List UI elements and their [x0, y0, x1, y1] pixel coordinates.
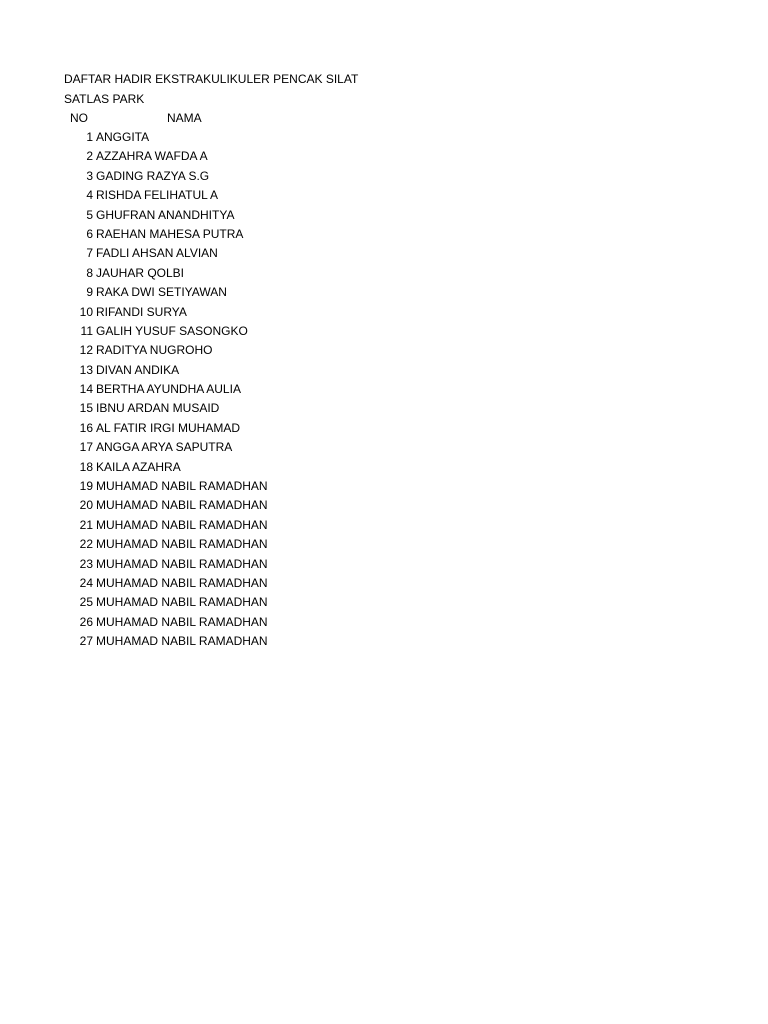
table-row: [0, 478, 400, 497]
row-number: 11: [80, 323, 93, 338]
member-name: MUHAMAD NABIL RAMADHAN: [96, 634, 268, 649]
member-name: IBNU ARDAN MUSAID: [96, 401, 220, 416]
member-name: MUHAMAD NABIL RAMADHAN: [96, 556, 268, 571]
member-name: ANGGA ARYA SAPUTRA: [96, 440, 233, 455]
row-number: 16: [79, 420, 93, 435]
row-number: 7: [86, 246, 93, 261]
table-row: [0, 594, 400, 613]
row-number: 23: [79, 556, 93, 571]
table-row: [0, 342, 400, 361]
attendance-list: [0, 129, 400, 653]
table-row: [0, 400, 400, 419]
row-number: 20: [79, 498, 93, 513]
table-row: [0, 556, 400, 575]
member-name: MUHAMAD NABIL RAMADHAN: [96, 537, 268, 552]
column-header-name: NAMA: [167, 111, 202, 125]
row-number: 6: [86, 226, 93, 241]
table-row: [0, 575, 400, 594]
table-row: [0, 129, 400, 148]
table-row: [0, 439, 400, 458]
row-number: 17: [79, 440, 93, 455]
document-subtitle: SATLAS PARK: [64, 92, 145, 106]
row-number: 1: [86, 130, 93, 144]
table-row: [0, 207, 400, 226]
member-name: RISHDA FELIHATUL A: [96, 188, 219, 203]
member-name: DIVAN ANDIKA: [96, 362, 180, 377]
column-header-no: NO: [70, 111, 88, 125]
row-number: 12: [79, 343, 93, 358]
member-name: AZZAHRA WAFDA A: [96, 149, 208, 164]
member-name: JAUHAR QOLBI: [96, 265, 185, 280]
table-row: [0, 226, 400, 245]
row-number: 4: [86, 188, 93, 203]
member-name: GHUFRAN ANANDHITYA: [96, 207, 235, 222]
table-row: [0, 187, 400, 206]
table-row: [0, 265, 400, 284]
row-number: 8: [86, 265, 93, 280]
row-number: 18: [79, 459, 93, 474]
table-row: [0, 362, 400, 381]
member-name: MUHAMAD NABIL RAMADHAN: [96, 614, 268, 629]
row-number: 10: [79, 304, 93, 319]
table-row: [0, 168, 400, 187]
member-name: GALIH YUSUF SASONGKO: [96, 323, 248, 338]
row-number: 5: [86, 207, 93, 222]
member-name: BERTHA AYUNDHA AULIA: [96, 382, 241, 397]
row-number: 14: [79, 382, 93, 397]
member-name: FADLI AHSAN ALVIAN: [96, 246, 218, 261]
table-row: [0, 517, 400, 536]
member-name: RIFANDI SURYA: [96, 304, 187, 319]
row-number: 3: [86, 168, 93, 183]
row-number: 27: [79, 634, 93, 649]
table-row: [0, 148, 400, 167]
table-row: [0, 497, 400, 516]
member-name: RAEHAN MAHESA PUTRA: [96, 226, 244, 241]
member-name: MUHAMAD NABIL RAMADHAN: [96, 498, 268, 513]
member-name: MUHAMAD NABIL RAMADHAN: [96, 575, 268, 590]
row-number: 15: [79, 401, 93, 416]
table-row: [0, 536, 400, 555]
member-name: AL FATIR IRGI MUHAMAD: [96, 420, 241, 435]
member-name: RAKA DWI SETIYAWAN: [96, 285, 227, 300]
table-header: [0, 110, 400, 126]
row-number: 25: [79, 595, 93, 610]
row-number: 24: [79, 575, 93, 590]
table-row: [0, 420, 400, 439]
row-number: 26: [79, 614, 93, 629]
table-row: [0, 284, 400, 303]
row-number: 22: [79, 537, 93, 552]
table-row: [0, 381, 400, 400]
member-name: MUHAMAD NABIL RAMADHAN: [96, 517, 268, 532]
member-name: RADITYA NUGROHO: [96, 343, 213, 358]
row-number: 21: [79, 517, 93, 532]
table-row: [0, 323, 400, 342]
row-number: 13: [79, 362, 93, 377]
document-title: DAFTAR HADIR EKSTRAKULIKULER PENCAK SILAT: [64, 72, 359, 86]
table-row: [0, 459, 400, 478]
row-number: 19: [79, 479, 93, 494]
row-number: 9: [86, 285, 93, 300]
table-row: [0, 245, 400, 264]
member-name: KAILA AZAHRA: [96, 459, 181, 474]
table-row: [0, 304, 400, 323]
member-name: MUHAMAD NABIL RAMADHAN: [96, 595, 268, 610]
member-name: ANGGITA: [96, 130, 150, 144]
member-name: MUHAMAD NABIL RAMADHAN: [96, 479, 268, 494]
row-number: 2: [86, 149, 93, 164]
table-row: [0, 633, 400, 652]
table-row: [0, 614, 400, 633]
member-name: GADING RAZYA S.G: [96, 168, 210, 183]
